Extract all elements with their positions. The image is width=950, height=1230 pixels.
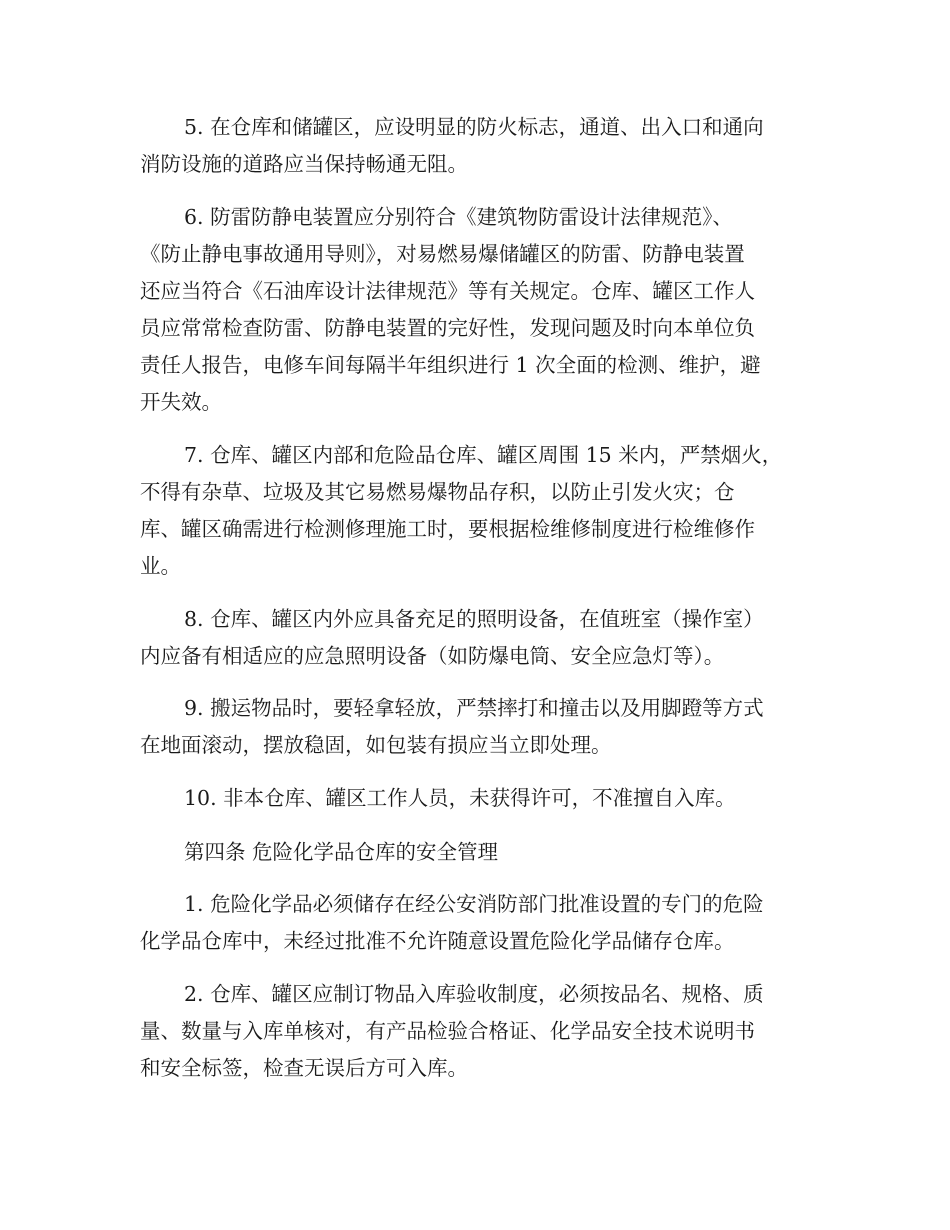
section-heading xyxy=(140,834,810,871)
text-line: 不得有杂草、垃圾及其它易燃易爆物品存积，以防止引发火灾；仓 xyxy=(140,480,735,504)
text-line: 消防设施的道路应当保持畅通无阻。 xyxy=(140,152,468,176)
text-line: 10. 非本仓库、罐区工作人员，未获得许可，不准擅自入库。 xyxy=(184,786,736,810)
text-line: 和安全标签，检查无误后方可入库。 xyxy=(140,1056,468,1080)
paragraph-item-1 xyxy=(140,886,810,960)
text-line: 5. 在仓库和储罐区，应设明显的防火标志，通道、出入口和通向 xyxy=(184,115,764,139)
text-line: 员应常常检查防雷、防静电装置的完好性，发现问题及时向本单位负 xyxy=(140,316,755,340)
paragraph-item-5 xyxy=(140,109,810,183)
text-line: 责任人报告，电修车间每隔半年组织进行 1 次全面的检测、维护，避 xyxy=(140,353,761,377)
text-line: 化学品仓库中，未经过批准不允许随意设置危险化学品储存仓库。 xyxy=(140,929,735,953)
text-line: 还应当符合《石油库设计法律规范》等有关规定。仓库、罐区工作人 xyxy=(140,279,755,303)
text-line: 《防止静电事故通用导则》，对易燃易爆储罐区的防雷、防静电装置 xyxy=(140,242,745,266)
heading-text: 第四条 危险化学品仓库的安全管理 xyxy=(184,840,499,864)
paragraph-item-7 xyxy=(140,437,810,585)
text-line: 业。 xyxy=(140,554,181,578)
paragraph-item-6 xyxy=(140,199,810,421)
text-line: 在地面滚动，摆放稳固，如包装有损应当立即处理。 xyxy=(140,733,612,757)
paragraph-item-2 xyxy=(140,976,810,1087)
text-line: 6. 防雷防静电装置应分别符合《建筑物防雷设计法律规范》、 xyxy=(184,205,733,229)
text-line: 内应备有相适应的应急照明设备（如防爆电筒、安全应急灯等）。 xyxy=(140,644,725,668)
text-line: 7. 仓库、罐区内部和危险品仓库、罐区周围 15 米内，严禁烟火， xyxy=(184,443,783,467)
text-line: 开失效。 xyxy=(140,390,222,414)
text-line: 2. 仓库、罐区应制订物品入库验收制度，必须按品名、规格、质 xyxy=(184,982,764,1006)
text-line: 库、罐区确需进行检测修理施工时，要根据检维修制度进行检维修作 xyxy=(140,517,755,541)
paragraph-item-8 xyxy=(140,601,810,675)
text-line: 量、数量与入库单核对，有产品检验合格证、化学品安全技术说明书 xyxy=(140,1019,755,1043)
text-line: 1. 危险化学品必须储存在经公安消防部门批准设置的专门的危险 xyxy=(184,892,764,916)
paragraph-item-9 xyxy=(140,690,810,764)
text-line: 9. 搬运物品时，要轻拿轻放，严禁摔打和撞击以及用脚蹬等方式 xyxy=(184,696,764,720)
paragraph-item-10 xyxy=(140,780,810,817)
text-line: 8. 仓库、罐区内外应具备充足的照明设备，在值班室（操作室） xyxy=(184,607,764,631)
